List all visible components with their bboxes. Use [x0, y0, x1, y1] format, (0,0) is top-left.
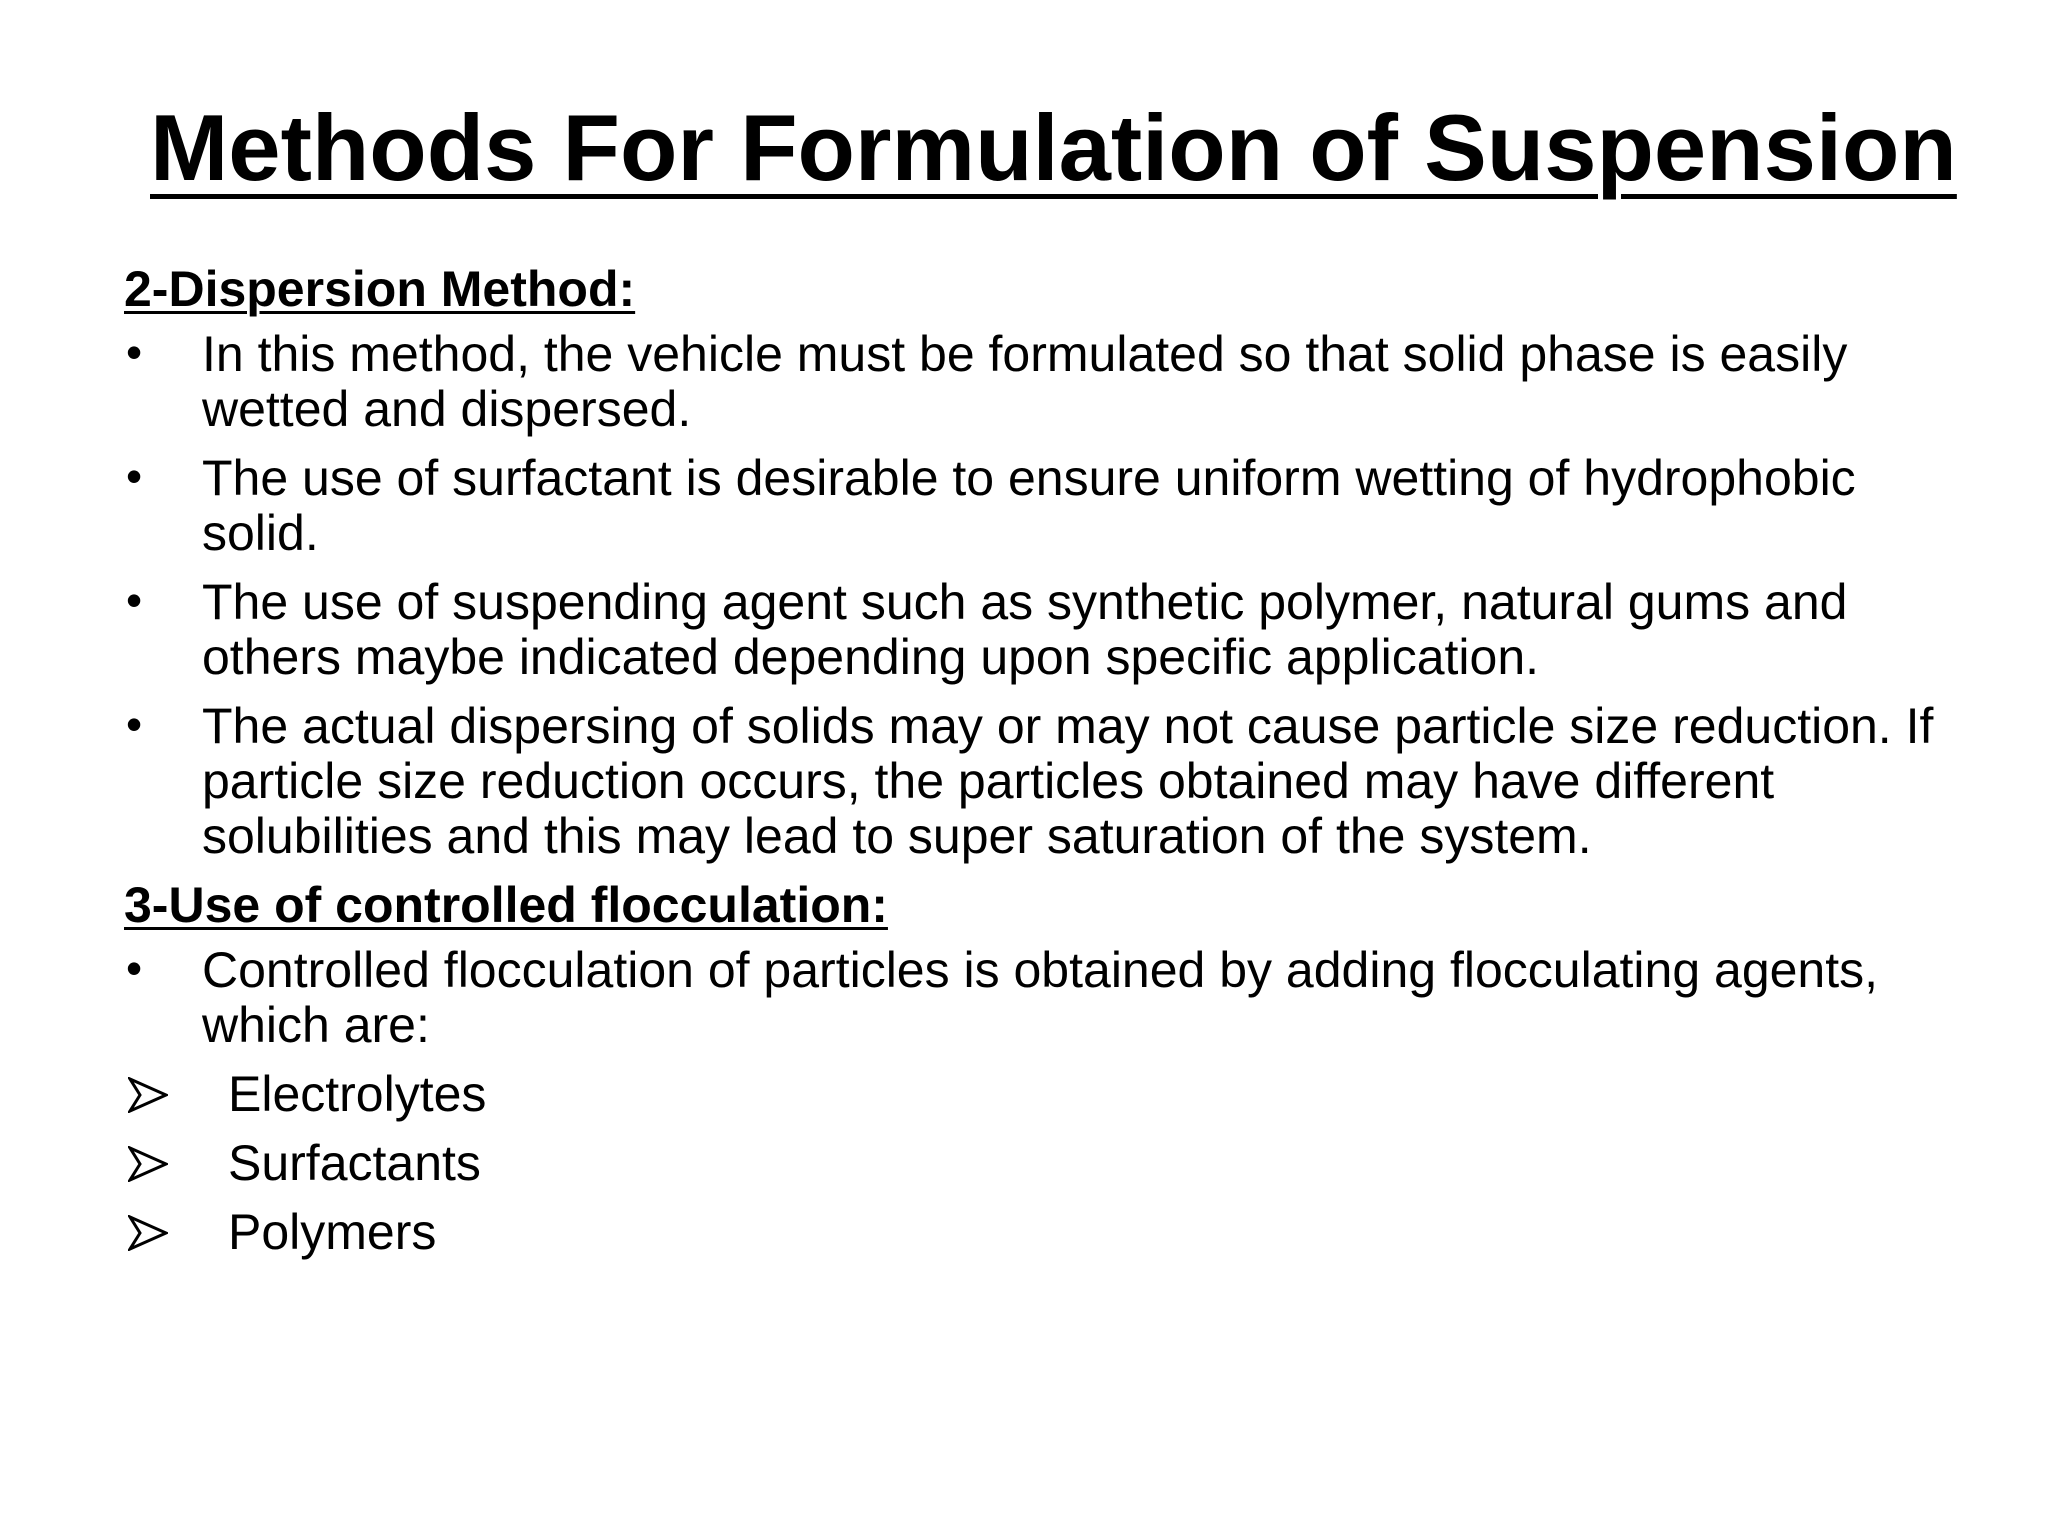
bullet-text: In this method, the vehicle must be formulated so that solid phase is easily wetted and dispersed. [202, 326, 1848, 437]
list-item [124, 943, 1964, 1053]
flocculation-bullet-list [124, 943, 1964, 1053]
flocculating-agents-list [124, 1067, 1964, 1260]
arrow-item-text: Polymers [228, 1204, 437, 1260]
list-item [124, 327, 1964, 437]
list-item [124, 575, 1964, 685]
bullet-icon: • [126, 450, 143, 502]
section-heading-controlled-flocculation: 3-Use of controlled flocculation: [124, 877, 888, 933]
bullet-icon: • [126, 574, 143, 626]
slide-content [124, 262, 1964, 1274]
list-item [124, 1067, 1964, 1122]
list-item [124, 1205, 1964, 1260]
list-item [124, 451, 1964, 561]
bullet-text: The use of surfactant is desirable to ensure uniform wetting of hydrophobic solid. [202, 450, 1856, 561]
bullet-text: Controlled flocculation of particles is obtained by adding flocculating agents, which are: [202, 942, 1879, 1053]
arrow-item-text: Electrolytes [228, 1066, 487, 1122]
slide-title: Methods For Formulation of Suspension [150, 95, 1957, 200]
bullet-text: The actual dispersing of solids may or may not cause particle size reduction. If particle size reduction occurs, the particles obtained may have different solubilities and this may lead to super saturation of the system. [202, 698, 1934, 864]
section-heading-dispersion: 2-Dispersion Method: [124, 261, 636, 317]
bullet-icon: • [126, 942, 143, 994]
bullet-text: The use of suspending agent such as synthetic polymer, natural gums and others maybe indicated depending upon specific application. [202, 574, 1848, 685]
arrow-bullet-icon [128, 1215, 168, 1251]
list-item [124, 699, 1964, 864]
arrow-bullet-icon [128, 1146, 168, 1182]
arrow-item-text: Surfactants [228, 1135, 481, 1191]
list-item [124, 1136, 1964, 1191]
bullet-icon: • [126, 698, 143, 750]
bullet-icon: • [126, 326, 143, 378]
arrow-bullet-icon [128, 1077, 168, 1113]
dispersion-bullet-list [124, 327, 1964, 864]
